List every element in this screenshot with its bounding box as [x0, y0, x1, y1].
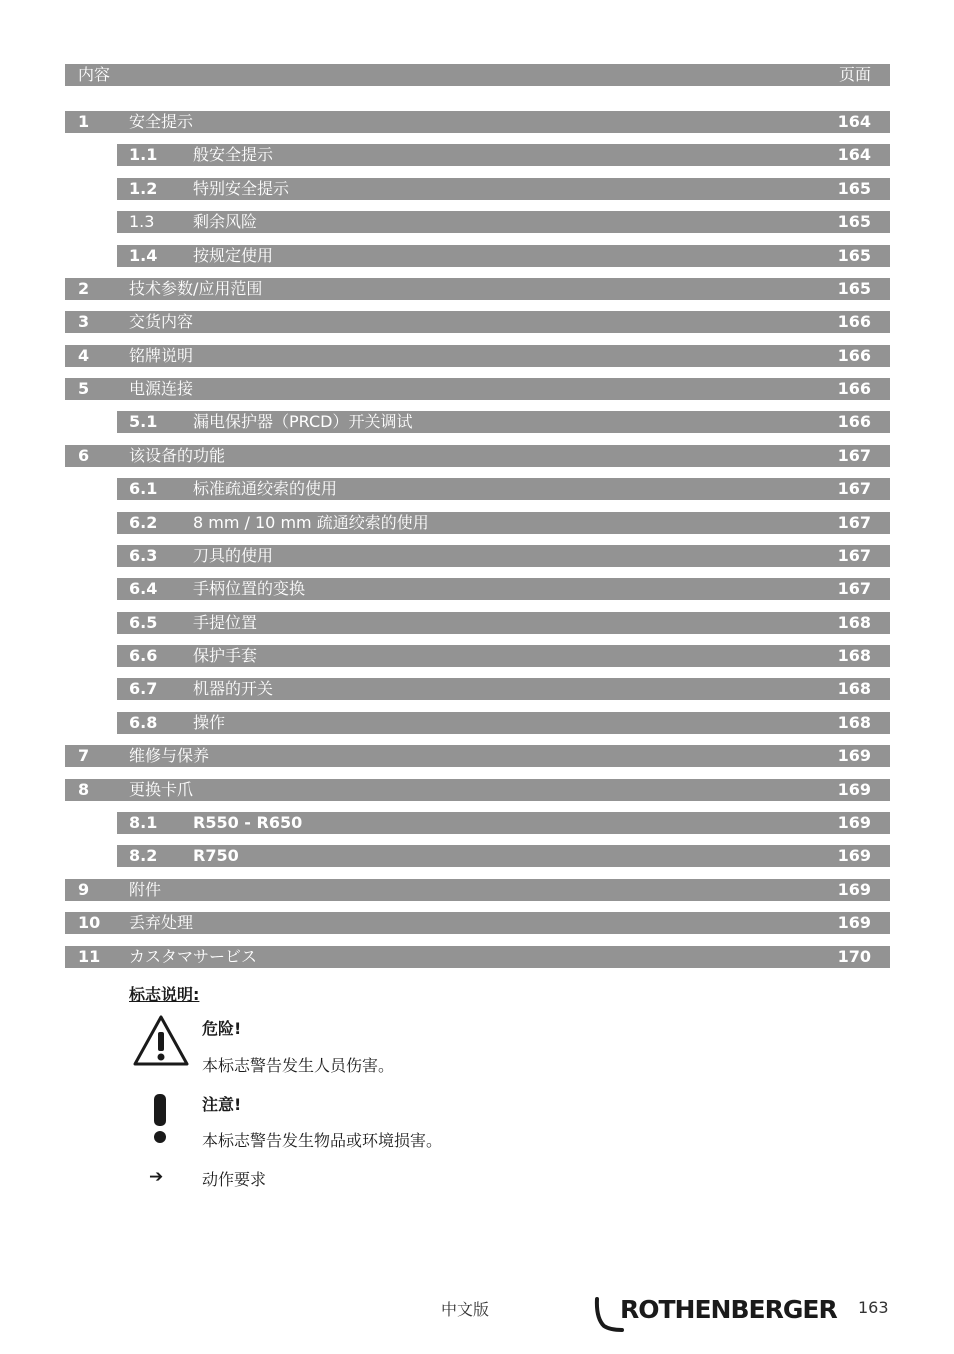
toc-row-page: 169 — [837, 913, 871, 932]
toc-row-title: 保护手套 — [193, 646, 258, 665]
footer-language: 中文版 — [441, 1300, 490, 1319]
toc-row — [65, 445, 890, 467]
toc-row-page: 167 — [837, 513, 871, 532]
toc-row-title: 手提位置 — [193, 613, 258, 632]
toc-row-page: 166 — [837, 412, 871, 431]
toc-row-title: 交货内容 — [129, 312, 194, 331]
danger-label: 危险! — [202, 1019, 242, 1038]
toc-row-title: 机器的开关 — [193, 679, 274, 698]
toc-row-page: 166 — [837, 379, 871, 398]
toc-row-page: 167 — [837, 479, 871, 498]
toc-row — [117, 245, 890, 267]
toc-row-page: 167 — [837, 579, 871, 598]
toc-row — [117, 812, 890, 834]
caution-label: 注意! — [202, 1095, 242, 1114]
toc-row — [117, 411, 890, 433]
toc-row — [117, 578, 890, 600]
toc-row — [65, 378, 890, 400]
toc-row-page: 167 — [837, 546, 871, 565]
page-number: 163 — [858, 1298, 889, 1317]
toc-row-number: 6.2 — [129, 513, 158, 532]
toc-row-title: 手柄位置的变换 — [193, 579, 306, 598]
toc-row-number: 11 — [78, 947, 101, 966]
toc-row-title: 附件 — [129, 880, 162, 899]
toc-row-title: 操作 — [193, 713, 226, 732]
toc-row-title: 刀具的使用 — [193, 546, 274, 565]
toc-header-page: 页面 — [838, 65, 871, 84]
toc-row-number: 6.4 — [129, 579, 158, 598]
toc-row-page: 165 — [837, 246, 871, 265]
toc-row — [65, 745, 890, 767]
toc-row-number: 6.6 — [129, 646, 158, 665]
toc-row — [65, 912, 890, 934]
toc-row-number: 5.1 — [129, 412, 158, 431]
toc-row-number: 1 — [78, 112, 90, 131]
toc-row-number: 2 — [78, 279, 90, 298]
exclamation-icon — [150, 1092, 170, 1146]
toc-row-page: 165 — [837, 212, 871, 231]
toc-row — [65, 779, 890, 801]
toc-row-title: 标准疏通绞索的使用 — [193, 479, 338, 498]
toc-row — [65, 311, 890, 333]
toc-row-title: 漏电保护器（PRCD）开关调试 — [193, 412, 413, 431]
toc-row — [117, 645, 890, 667]
toc-row-page: 168 — [837, 613, 871, 632]
toc-row — [117, 612, 890, 634]
toc-row-title: 般安全提示 — [193, 145, 274, 164]
toc-row — [117, 211, 890, 233]
toc-row-title: 铭牌说明 — [129, 346, 194, 365]
toc-row-number: 6.1 — [129, 479, 158, 498]
toc-row — [117, 545, 890, 567]
toc-row-number: 1.4 — [129, 246, 158, 265]
toc-row-number: 8.2 — [129, 846, 158, 865]
toc-row-title: 特别安全提示 — [193, 179, 290, 198]
toc-row-title: 剩余风险 — [193, 212, 258, 231]
toc-row-page: 168 — [837, 646, 871, 665]
toc-row-title: 丢弃处理 — [129, 913, 194, 932]
toc-row-title: 技术参数/应用范围 — [129, 279, 263, 298]
toc-row-number: 1.3 — [129, 212, 155, 231]
toc-row — [65, 111, 890, 133]
toc-header-contents: 内容 — [78, 65, 111, 84]
toc-header — [65, 64, 890, 86]
toc-row-number: 6.8 — [129, 713, 158, 732]
arrow-right-icon: ➔ — [149, 1167, 164, 1187]
toc-row-page: 166 — [837, 312, 871, 331]
toc-row-title: 按规定使用 — [193, 246, 274, 265]
brand-logo-text: ROTHENBERGER — [620, 1295, 837, 1324]
action-text: 动作要求 — [202, 1170, 267, 1189]
toc-row-page: 166 — [837, 346, 871, 365]
toc-row — [65, 345, 890, 367]
toc-row — [65, 879, 890, 901]
toc-row-number: 6 — [78, 446, 90, 465]
toc-row-title: 8 mm / 10 mm 疏通绞索的使用 — [193, 513, 429, 532]
toc-row-page: 168 — [837, 679, 871, 698]
toc-row-page: 167 — [837, 446, 871, 465]
toc-row-title: R550 - R650 — [193, 813, 303, 832]
toc-row-number: 1.1 — [129, 145, 158, 164]
toc-row-title: カスタマサービス — [129, 947, 258, 966]
toc-row-number: 10 — [78, 913, 101, 932]
toc-row-title: 维修与保养 — [129, 746, 210, 765]
toc-row-title: R750 — [193, 846, 239, 865]
toc-row — [65, 278, 890, 300]
toc-row — [117, 845, 890, 867]
toc-row-page: 169 — [837, 880, 871, 899]
toc-row-number: 6.7 — [129, 679, 158, 698]
toc-row-title: 电源连接 — [129, 379, 194, 398]
toc-row-page: 164 — [837, 112, 871, 131]
toc-row-number: 3 — [78, 312, 90, 331]
toc-row-number: 1.2 — [129, 179, 158, 198]
toc-row — [117, 178, 890, 200]
toc-row-page: 169 — [837, 746, 871, 765]
toc-row — [117, 712, 890, 734]
warning-triangle-icon — [132, 1014, 190, 1068]
toc-row-number: 8 — [78, 780, 90, 799]
toc-row-page: 165 — [837, 279, 871, 298]
toc-row-number: 9 — [78, 880, 90, 899]
toc-row — [117, 512, 890, 534]
caution-text: 本标志警告发生物品或环境损害。 — [202, 1131, 443, 1150]
toc-row-number: 5 — [78, 379, 90, 398]
toc-row-title: 更换卡爪 — [129, 780, 194, 799]
toc-row-page: 165 — [837, 179, 871, 198]
toc-row-page: 168 — [837, 713, 871, 732]
danger-text: 本标志警告发生人员伤害。 — [202, 1056, 395, 1075]
toc-row-number: 7 — [78, 746, 90, 765]
toc-row — [65, 946, 890, 968]
toc-row — [117, 678, 890, 700]
toc-row-number: 6.5 — [129, 613, 158, 632]
toc-row-page: 169 — [837, 846, 871, 865]
toc-row-page: 169 — [837, 780, 871, 799]
toc-row-number: 4 — [78, 346, 90, 365]
toc-row-page: 164 — [837, 145, 871, 164]
toc-row-number: 8.1 — [129, 813, 158, 832]
toc-row-title: 该设备的功能 — [129, 446, 226, 465]
toc-row-number: 6.3 — [129, 546, 158, 565]
toc-row-title: 安全提示 — [129, 112, 194, 131]
toc-row — [117, 144, 890, 166]
toc-row-page: 170 — [837, 947, 871, 966]
legend-title: 标志说明: — [129, 985, 200, 1004]
toc-row — [117, 478, 890, 500]
toc-row-page: 169 — [837, 813, 871, 832]
